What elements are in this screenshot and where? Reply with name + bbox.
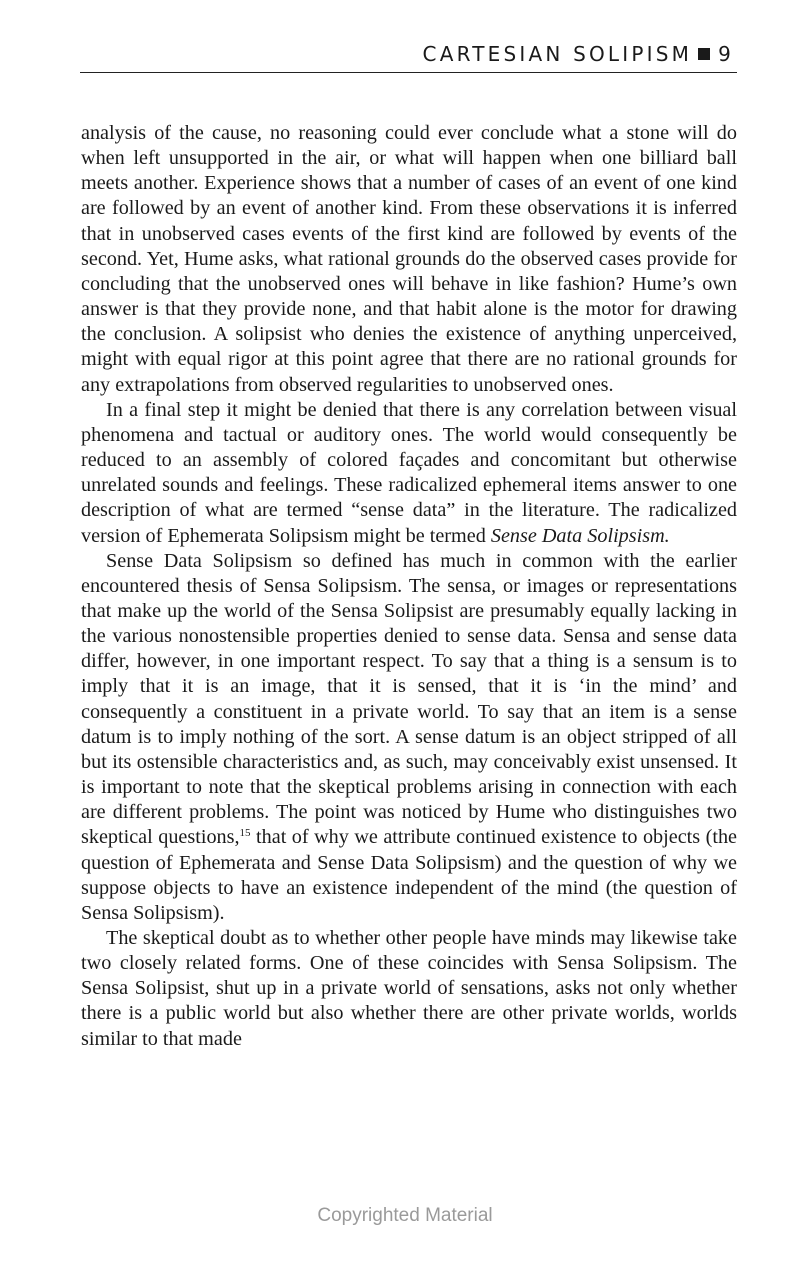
paragraph-3	[81, 549, 737, 926]
paragraph-4: The skeptical doubt as to whether other people have minds may likewise take two closely related forms. One of these coincides with Sensa Solipsism. The Sensa Solipsist, shut up in a private world of sensations, asks not only whether there is a public world but also whether there are other private worlds, worlds similar to that made	[81, 927, 737, 1050]
footnote-ref[interactable]: 15	[239, 827, 251, 840]
paragraph-2	[81, 398, 737, 549]
header-rule	[80, 72, 737, 73]
body-text	[81, 121, 737, 1052]
italic-term: Sense Data Solipsism.	[490, 524, 670, 547]
copyright-watermark: Copyrighted Material	[317, 1205, 493, 1226]
paragraph-1: analysis of the cause, no reasoning could ever conclude what a stone will do when left unsupported in the air, or what will happen when one billiard ball meets another. Experience shows that a number of cases of an event of one kind are followed by an event of another kind. From these observations it is inferred that in unobserved cases events of the first kind are followed by events of the second. Yet, Hume asks, what rational grounds do the observed cases provide for concluding that the unobserved ones will behave in like fashion? Hume’s own answer is that they provide none, and that habit alone is the motor for drawing the conclusion. A solipsist who denies the existence of anything unperceived, might with equal rigor at this point agree that there are no rational grounds for any extrapolations from observed regularities to unobserved ones.	[81, 122, 737, 396]
square-bullet-icon	[698, 48, 710, 60]
page-number: 9	[718, 42, 734, 66]
running-title: CARTESIAN SOLIPISM	[422, 42, 693, 66]
paragraph-3-text-a: Sense Data Solipsism so defined has much in common with the earlier encountered thesis of Sensa Solipsism. The sensa, or images or representations that make up the world of the Sensa Solipsist are presumably equally lacking in the various nonostensible properties denied to sense data. Sensa and sense data differ, however, in one important respect. To say that a thing is a sensum is to imply that it is an image, that it is sensed, that it is ‘in the mind’ and consequently a constituent in a private world. To say that an item is a sense datum is to imply nothing of the sort. A sense datum is an object stripped of all but its ostensible characteristics and, as such, may conceivably exist unsensed. It is important to note that the skeptical problems arising in connection with each are different problems. The point was noticed by Hume who distinguishes two skeptical questions,	[81, 549, 737, 849]
paragraph-2-text: In a final step it might be denied that there is any correlation between visual phenomena and tactual or auditory ones. The world would consequently be reduced to an assembly of colored façades and concomitant but otherwise unrelated sounds and feelings. These radicalized ephemeral items answer to one description of what are termed “sense data” in the literature. The radicalized version of Ephemerata Solipsism might be termed	[81, 398, 737, 547]
running-head	[423, 42, 734, 66]
paragraph-3-text-b: that of why we attribute continued existence to objects (the question of Ephemerata and Sense Data Solipsism) and the question of why we suppose objects to have an existence independent of the mind (the question of Sensa Solipsism).	[81, 826, 737, 924]
